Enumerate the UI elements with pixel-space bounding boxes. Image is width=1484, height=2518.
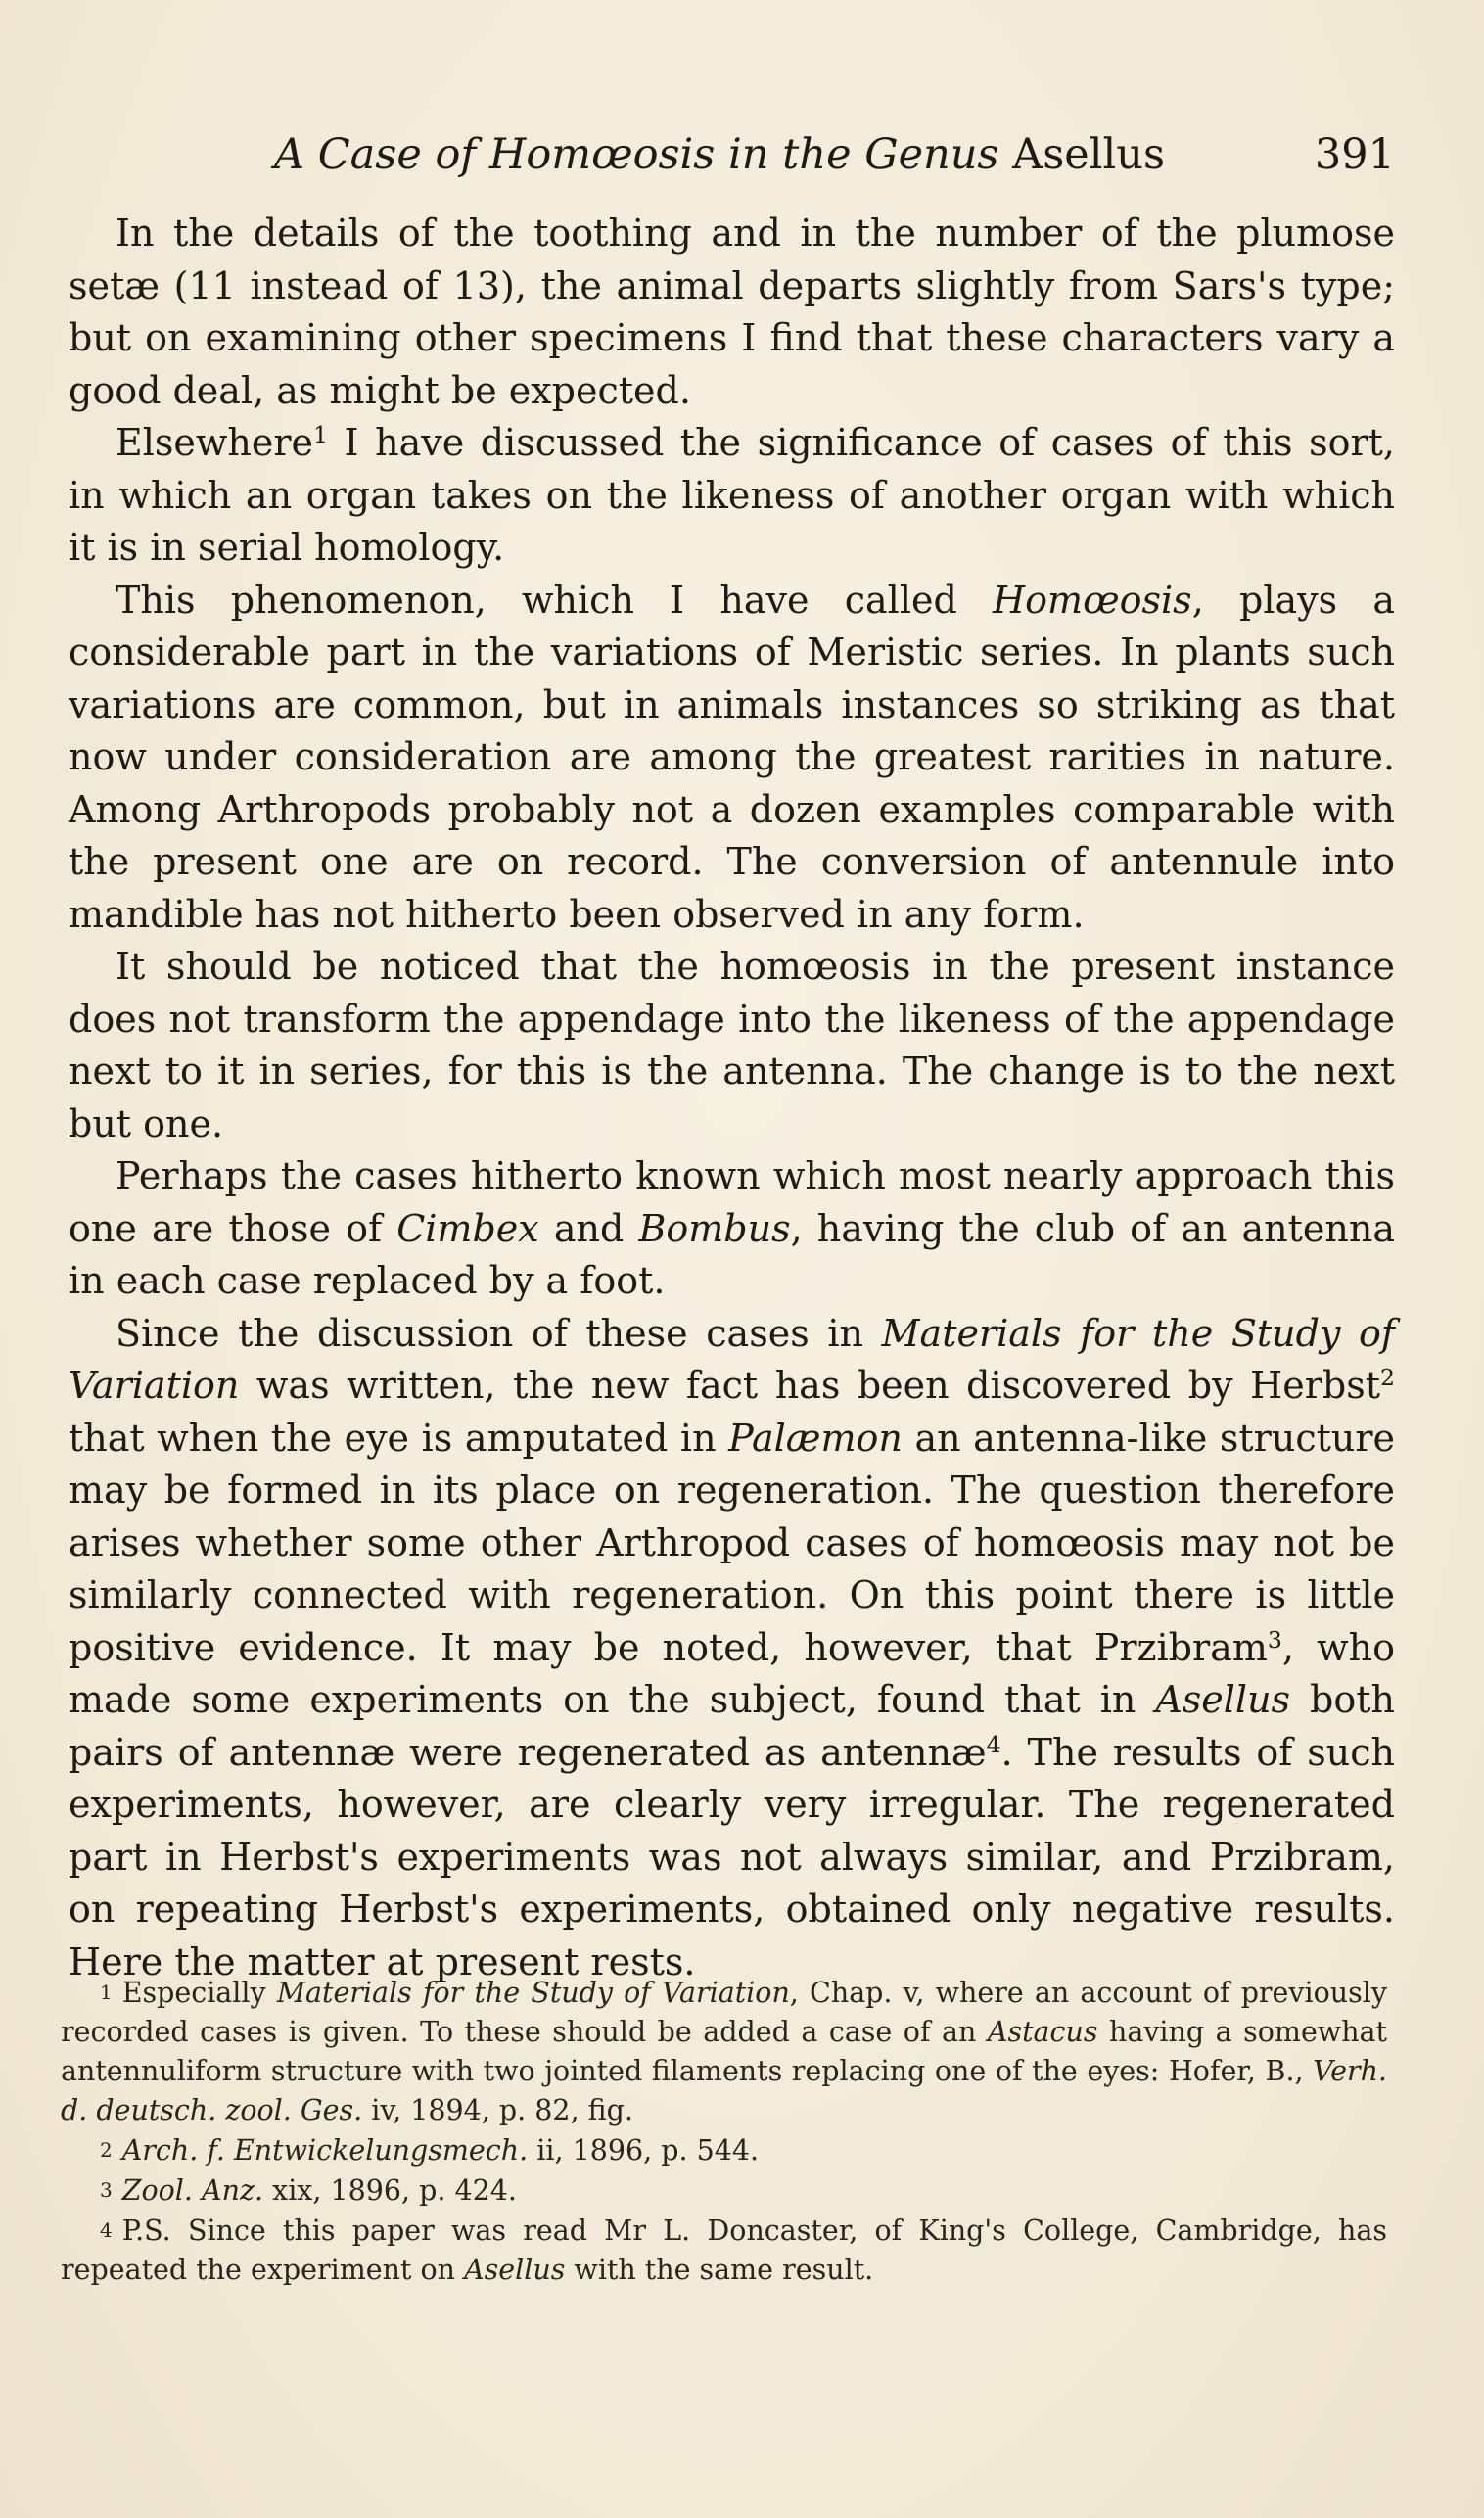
footnotes [61,1973,1387,2290]
footnote-4-mark: 4 [100,2217,113,2242]
paragraph-2 [69,417,1395,575]
footnote-2 [61,2130,1387,2170]
paragraph-3 [69,575,1395,942]
running-title-genus: Asellus [1012,130,1166,179]
paragraph-5-text-c: , having the club of an antenna in each case replaced by a foot. [69,1206,1395,1302]
footnote-2-text: ii, 1896, p. 544. [528,2133,760,2167]
paragraph-1-text: In the details of the toothing and in the number of the plumose setæ (11 instead of 13), the animal departs slightly from Sars's type; but on examining other specimens I find that these characters vary a good deal, as might be expected. [69,211,1395,412]
paragraph-3-text-b: , plays a considerable part in the variations of Meristic series. In plants such variations are common, but in animals instances so striking as that now under consideration are among the greatest rarities in nature. Among Arthropods probably not a dozen examples comparable with the present one are on record. The conversion of antennule into mandible has not hitherto been observed in any form. [69,578,1395,936]
genus-asellus: Asellus [1155,1678,1291,1721]
footnote-1-mark: 1 [100,1981,113,2004]
paragraph-1 [69,208,1395,417]
paragraph-6-text-e: , who made some experiments on the subject, found that in [69,1625,1395,1721]
paragraph-6-text-c: that when the eye is amputated in [69,1416,729,1460]
paragraph-5-text-b: and [538,1206,639,1250]
paragraph-4-text: It should be noticed that the homœosis in the present instance does not transform the appendage into the likeness of the appendage next to it in series, for this is the antenna. The change is to the next but one. [69,945,1395,1145]
genus-palaemon: Palæmon [728,1416,903,1460]
paragraph-2-text-a: Elsewhere [116,421,314,464]
footnote-4-text-a: P.S. Since this paper was read Mr L. Doncaster, of King's College, Cambridge, has repeated the experiment on [61,2214,1387,2286]
paragraph-6-text-g: . The results of such experiments, however, are clearly very irregular. The regenerated part in Herbst's experiments was not always similar, and Przibram, on repeating Herbst's experiments, obtained only negative results. Here the matter at present rests. [69,1730,1395,1983]
footnote-1-text-b: , Chap. v, where an account of previously recorded cases is given. To these should be added a case of an [61,1976,1387,2048]
footnote-1-genus-astacus: Astacus [987,2015,1098,2048]
paragraph-5-text-a: Perhaps the cases hitherto known which most nearly approach this one are those of [69,1154,1395,1250]
paragraph-6-text-d: an antenna-like structure may be formed in its place on regeneration. The question therefore arises whether some other Arthropod cases of homœosis may not be similarly connected with regeneration. On this point there is little positive evidence. It may be noted, however, that Przibram [69,1416,1396,1669]
footnote-1-journal: Verh. d. deutsch. zool. Ges. [61,2054,1387,2126]
paragraph-3-text-a: This phenomenon, which I have called [116,578,994,622]
footnote-1-text-a: Especially [121,1976,277,2009]
footnote-2-journal: Arch. f. Entwickelungsmech. [121,2133,529,2167]
footnote-ref-1: 1 [313,421,329,449]
footnote-3-mark: 3 [100,2177,113,2202]
footnote-ref-2: 2 [1380,1364,1395,1392]
running-title-italic: A Case of Homœosis in the Genus [274,130,999,179]
paragraph-6-text-a: Since the discussion of these cases in [116,1311,882,1355]
footnote-2-mark: 2 [100,2137,113,2162]
running-title [274,125,1165,184]
page-number: 391 [1314,130,1395,179]
paragraph-4 [69,941,1395,1150]
book-title-materials: Materials for the Study of Variation [69,1311,1395,1407]
footnote-ref-4: 4 [986,1730,1001,1758]
term-homoeosis: Homœosis [993,578,1192,622]
footnote-1-book-title: Materials for the Study of Variation [276,1976,790,2009]
genus-cimbex: Cimbex [396,1206,539,1250]
footnote-3-text: xix, 1896, p. 424. [263,2173,517,2207]
footnote-4-genus-asellus: Asellus [464,2253,566,2286]
paragraph-5 [69,1150,1395,1308]
footnote-ref-3: 3 [1267,1625,1282,1654]
paragraph-6 [69,1308,1395,1989]
footnote-4-text-b: with the same result. [565,2253,874,2286]
body-text [69,208,1395,1988]
paragraph-6-text-b: was written, the new fact has been discovered by Herbst [239,1364,1381,1407]
running-header [274,125,1395,184]
footnote-1-text-d: iv, 1894, p. 82, fig. [362,2093,633,2126]
footnote-1 [61,1973,1387,2130]
footnote-4 [61,2211,1387,2290]
footnote-1-text-c: having a somewhat antennuliform structure with two jointed filaments replacing one of the eyes: Hofer, B., [61,2015,1388,2087]
paragraph-2-text-b: I have discussed the significance of cases of this sort, in which an organ takes on the likeness of another organ with which it is in serial homology. [69,421,1395,569]
footnote-3-journal: Zool. Anz. [121,2173,264,2207]
footnote-3 [61,2170,1387,2211]
paragraph-6-text-f: both pairs of antennæ were regenerated as antennæ [69,1678,1395,1774]
genus-bombus: Bombus [638,1206,791,1250]
